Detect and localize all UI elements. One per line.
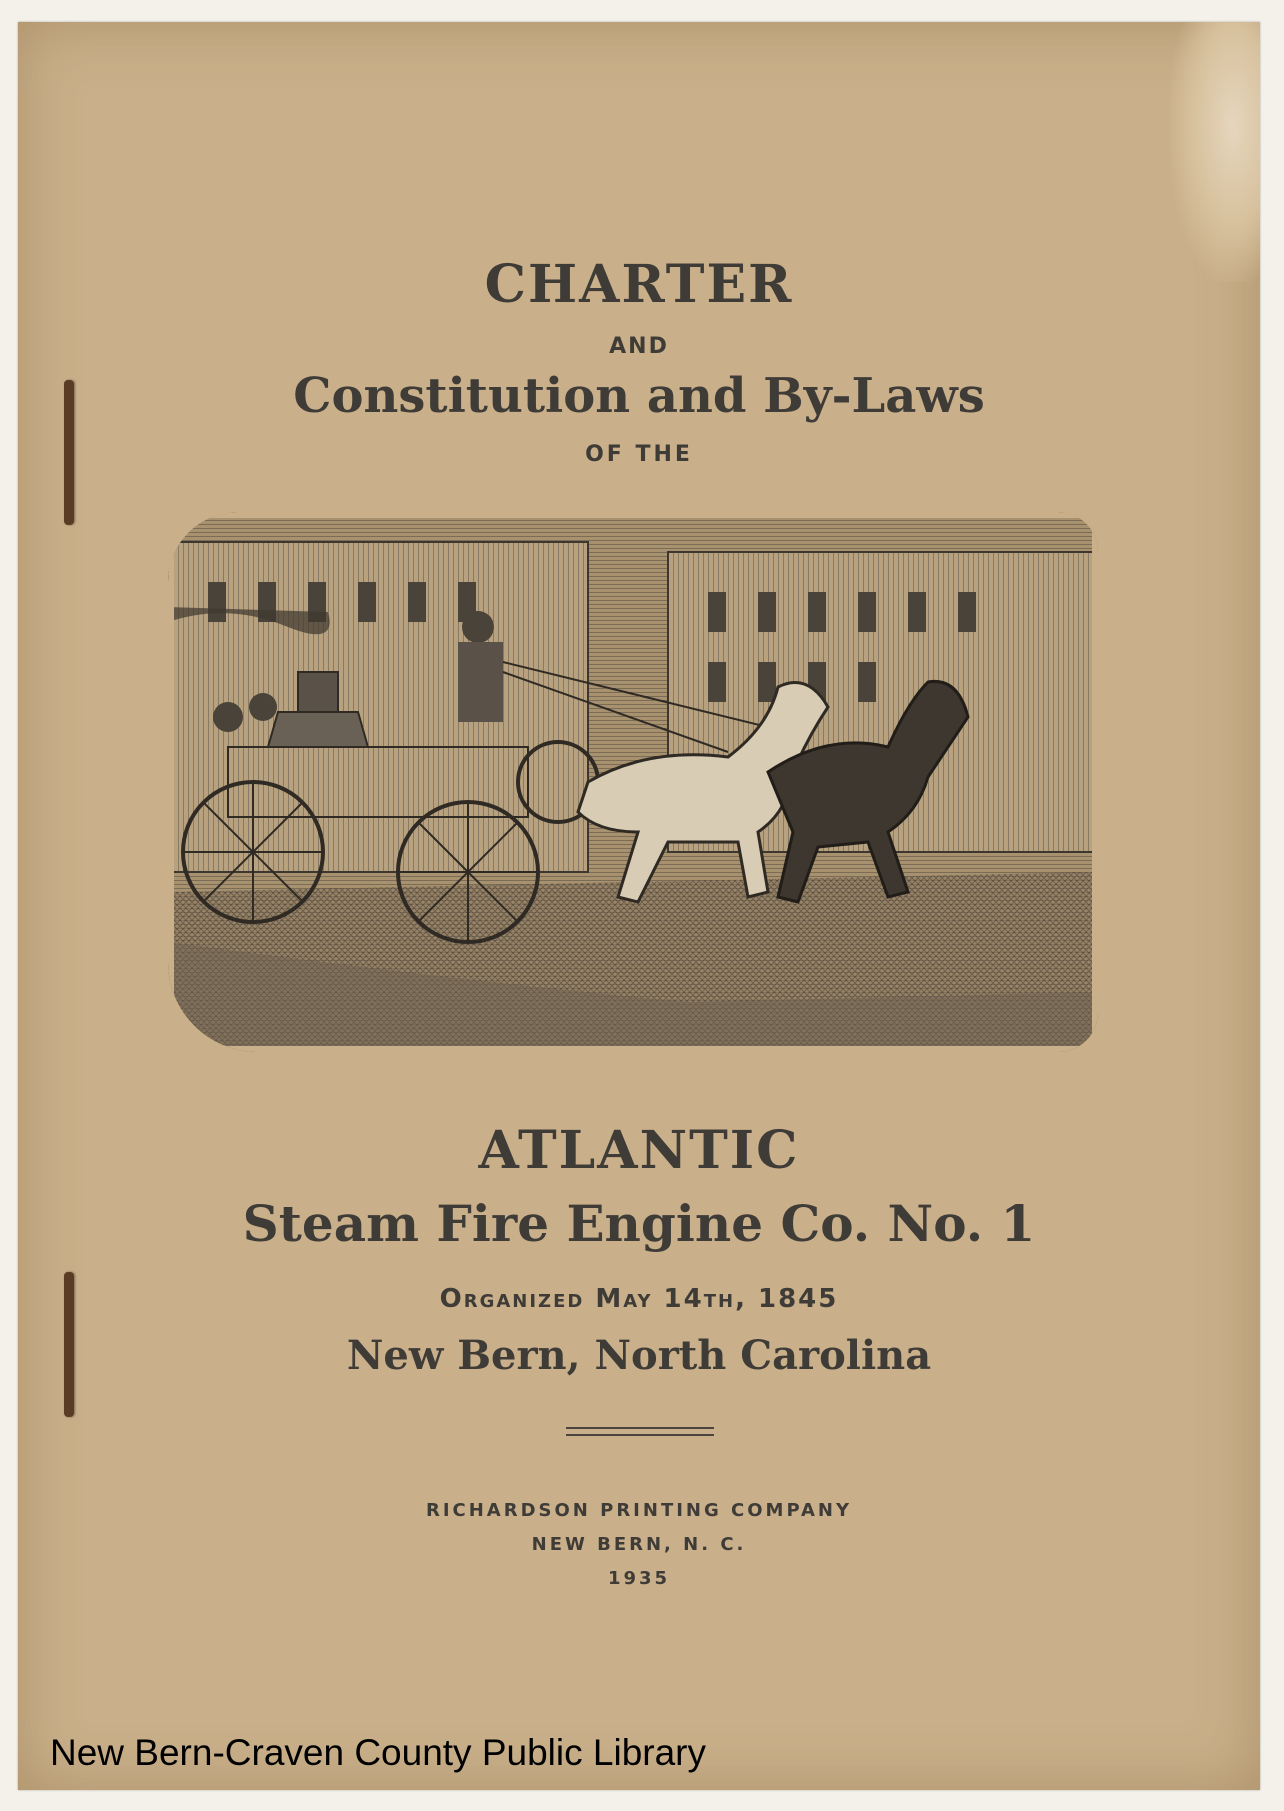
- company-name: ATLANTIC: [478, 1120, 800, 1181]
- printer-name: RICHARDSON PRINTING COMPANY: [425, 1500, 853, 1521]
- fire-engine-engraving-icon: [168, 512, 1098, 1052]
- divider-rule-lower: [566, 1434, 714, 1436]
- cover-title-constitution: Constitution and By-Laws: [293, 368, 985, 424]
- company-full-name: Steam Fire Engine Co. No. 1: [242, 1194, 1036, 1253]
- library-watermark: New Bern-Craven County Public Library: [50, 1732, 706, 1773]
- cover-title-and: AND: [609, 334, 669, 359]
- printer-year: 1935: [607, 1568, 671, 1589]
- organized-date: Organized May 14th, 1845: [439, 1284, 839, 1314]
- booklet-cover: [18, 22, 1260, 1790]
- divider-rule-upper: [566, 1427, 714, 1429]
- cover-title-charter: CHARTER: [484, 254, 794, 315]
- printer-city: NEW BERN, N. C.: [531, 1534, 747, 1555]
- company-location: New Bern, North Carolina: [346, 1332, 932, 1379]
- cover-title-of-the: OF THE: [585, 442, 693, 467]
- paper-stain: [1170, 22, 1260, 282]
